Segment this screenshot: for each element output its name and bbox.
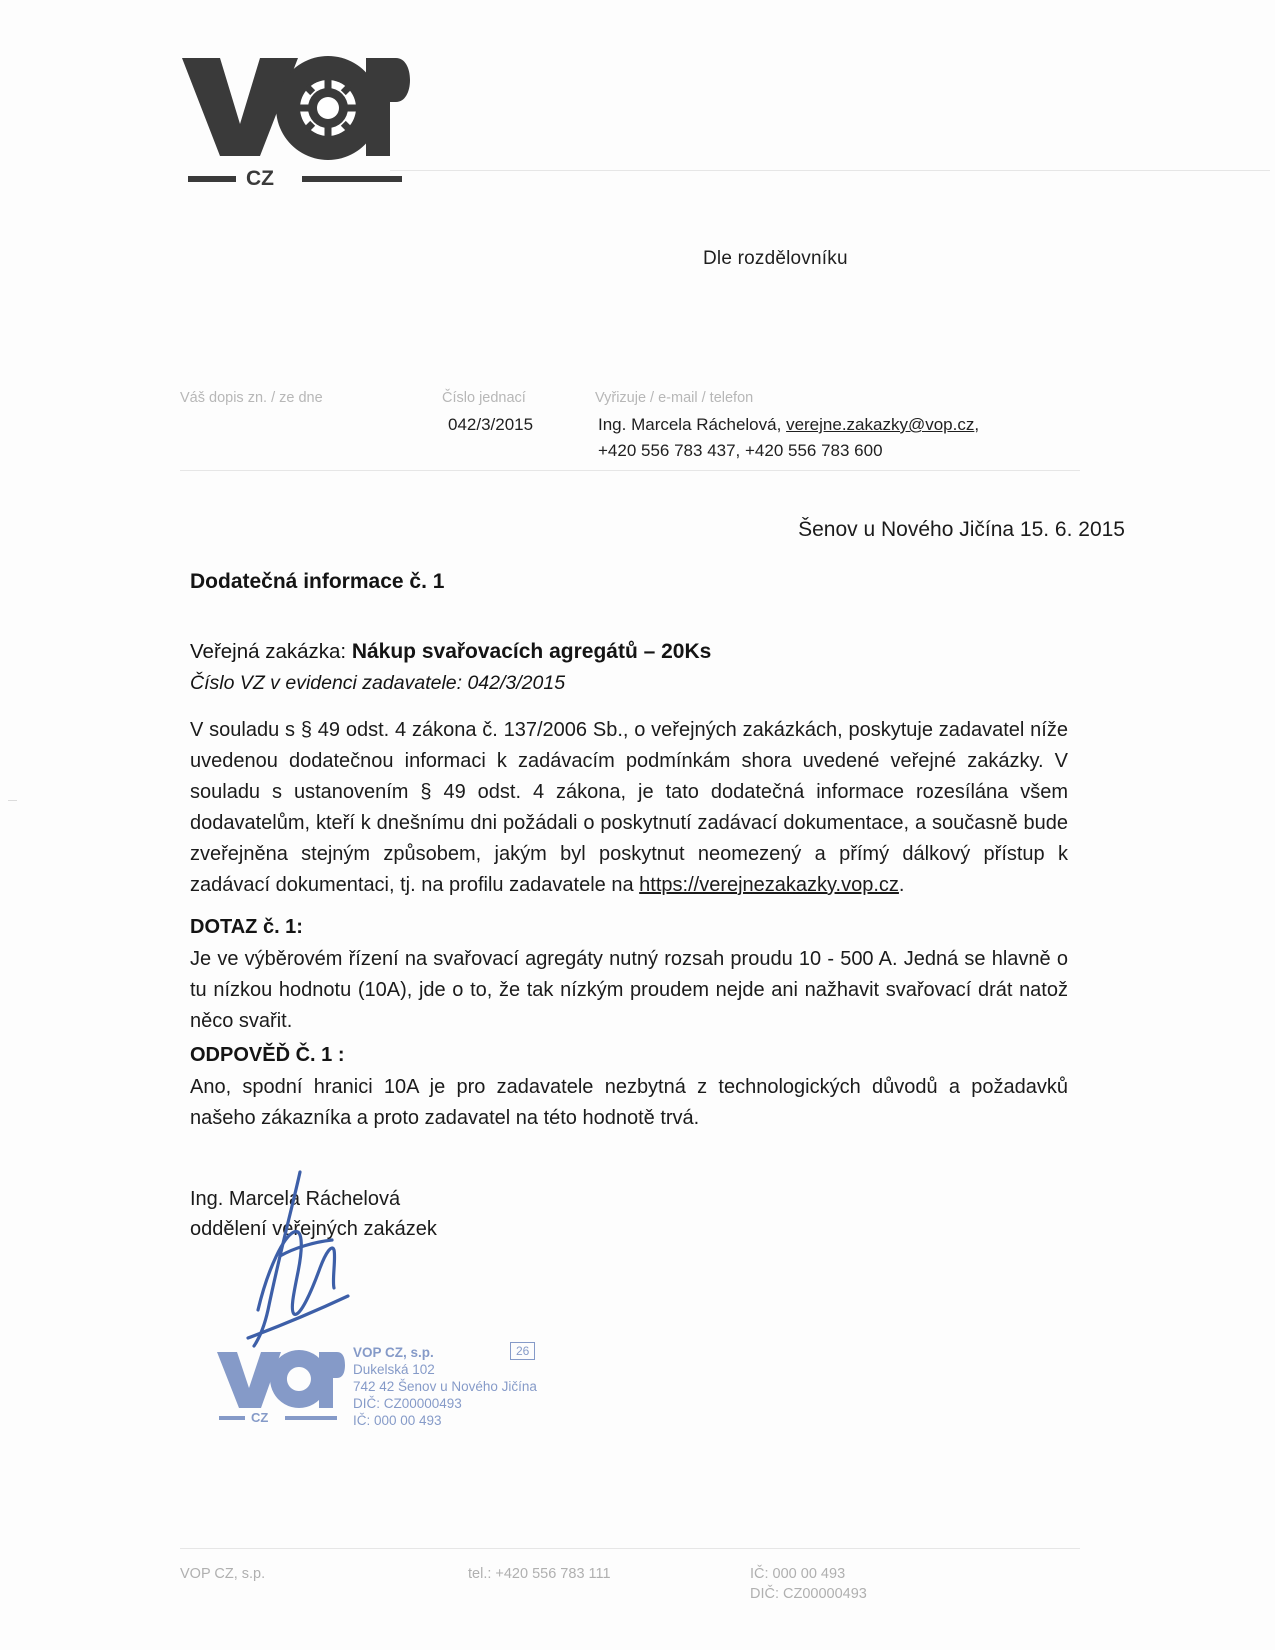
handler-line-1 [598, 415, 979, 435]
page-title: Dodatečná informace č. 1 [190, 570, 445, 593]
letterhead-rule-top [390, 170, 1270, 171]
place-and-date: Šenov u Nového Jičína 15. 6. 2015 [798, 518, 1125, 541]
answer-heading: ODPOVĚĎ Č. 1 : [190, 1044, 345, 1066]
svg-text:CZ: CZ [251, 1410, 269, 1425]
form-header-labels [180, 390, 1080, 410]
vop-cz-logo [180, 52, 410, 192]
profile-link[interactable]: https://verejnezakazky.vop.cz [639, 874, 899, 896]
question-heading: DOTAZ č. 1: [190, 916, 303, 938]
stamp-number: 26 [510, 1342, 535, 1360]
signatory-department: oddělení veřejných zakázek [190, 1218, 437, 1240]
question-text: Je ve výběrovém řízení na svařovací agregáty nutný rozsah proudu 10 - 500 A. Jedná se hlavně o tu nízkou hodnotu (10A), jde o to, že tak nízkým proudem nejde ani nažhavit svařovací drát natož něco svařit. [190, 948, 1068, 1032]
body-paragraph [190, 715, 1068, 901]
svg-text:CZ: CZ [246, 167, 274, 190]
footer-tel: tel.: +420 556 783 111 [468, 1566, 611, 1582]
body-text-part-2: . [898, 874, 905, 896]
stamp-logo-icon [215, 1348, 345, 1426]
answer-text: Ano, spodní hranici 10A je pro zadavatele nezbytná z technologických důvodů a požadavků našeho zákazníka a proto zadavatel na této hodnotě trvá. [190, 1076, 1068, 1129]
stamp-line-5: IČ: 000 00 493 [353, 1413, 442, 1428]
subject-registry-number: Číslo VZ v evidenci zadavatele: 042/3/2015 [190, 672, 566, 694]
company-stamp [215, 1340, 555, 1455]
signatory-name: Ing. Marcela Ráchelová [190, 1188, 401, 1210]
footer-rule [180, 1548, 1080, 1549]
footer-company: VOP CZ, s.p. [180, 1566, 266, 1582]
label-handled-by: Vyřizuje / e-mail / telefon [595, 390, 754, 406]
scan-artifact [8, 800, 17, 801]
reference-number-value: 042/3/2015 [448, 415, 534, 434]
label-your-reference: Váš dopis zn. / ze dne [180, 390, 323, 406]
handler-email-link[interactable]: verejne.zakazky@vop.cz [786, 415, 975, 434]
subject-line [190, 640, 711, 664]
handler-name: Ing. Marcela Ráchelová, [598, 415, 782, 434]
addressee: Dle rozdělovníku [703, 248, 848, 269]
handler-email-suffix: , [974, 415, 980, 434]
body-text-part-1: V souladu s § 49 odst. 4 zákona č. 137/2006 Sb., o veřejných zakázkách, poskytuje zadavatel níže uvedenou dodatečnou informaci k zadávacím podmínkám shora uvedené veřejné zakázky. V souladu s ustanovením § 49 odst. 4 zákona, je tato dodatečná informace rozesílána všem dodavatelům, kteří k dnešnímu dni požádali o poskytnutí zadávací dokumentace, a současně bude zveřejněna stejným způsobem, jakým byl poskytnut neomezený a přímý dálkový přístup k zadávací dokumentaci, tj. na profilu zadavatele na [190, 719, 1068, 896]
handler-phones: +420 556 783 437, +420 556 783 600 [598, 441, 883, 460]
subject-lead: Veřejná zakázka: [190, 640, 352, 663]
subject-name: Nákup svařovacích agregátů – 20Ks [351, 640, 712, 663]
stamp-line-1: VOP CZ, s.p. [353, 1345, 434, 1360]
stamp-line-3: 742 42 Šenov u Nového Jičína [353, 1379, 537, 1394]
page-footer [180, 1566, 1080, 1636]
stamp-line-4: DIČ: CZ00000493 [353, 1396, 462, 1411]
letterhead-rule-middle [180, 470, 1080, 471]
label-reference-number: Číslo jednací [442, 390, 526, 406]
stamp-line-2: Dukelská 102 [353, 1362, 435, 1377]
footer-ic: IČ: 000 00 493 [750, 1566, 846, 1582]
footer-dic: DIČ: CZ00000493 [750, 1586, 867, 1602]
